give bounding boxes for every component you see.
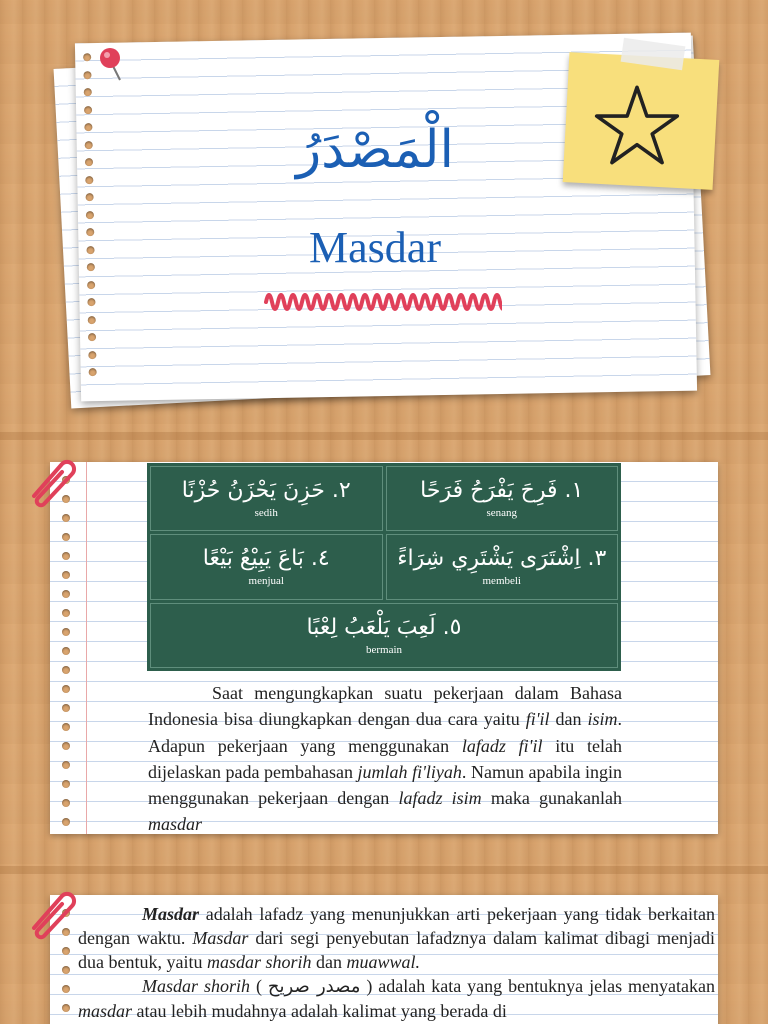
binder-hole: [88, 351, 96, 359]
binder-hole: [88, 316, 96, 324]
binder-hole: [88, 333, 96, 341]
binder-hole: [62, 552, 70, 560]
binder-hole: [86, 228, 94, 236]
binder-hole: [62, 818, 70, 826]
binder-hole: [85, 141, 93, 149]
binder-hole: [62, 609, 70, 617]
binder-hole: [62, 647, 70, 655]
text-run: ) adalah kata yang bentuknya jelas menyatakan: [360, 976, 715, 996]
vocab-cell: [386, 466, 619, 531]
term-italic: lafadz isim: [398, 788, 482, 809]
vocab-meaning: bermain: [365, 643, 403, 656]
explanation-paragraph: [148, 680, 622, 838]
vocab-meaning: membeli: [482, 575, 521, 588]
binder-hole: [89, 368, 97, 376]
text-run: . Adapun pekerjaan yang menggunakan: [148, 709, 622, 756]
binder-hole: [86, 246, 94, 254]
term-italic: Masdar: [192, 928, 249, 948]
vocab-meaning: senang: [486, 507, 518, 520]
term-italic: jumlah fi'liyah: [357, 761, 462, 782]
text-run: dan: [311, 952, 347, 972]
binder-hole: [62, 780, 70, 788]
binder-hole: [62, 533, 70, 541]
binder-hole: [62, 761, 70, 769]
vocab-meaning: sedih: [254, 507, 278, 520]
text-run: maka gunakanlah: [481, 788, 622, 809]
term-italic: muawwal.: [346, 952, 421, 972]
binder-hole: [85, 176, 93, 184]
title-latin: Masdar: [309, 223, 441, 272]
vocab-cell: [386, 534, 619, 599]
text-run: . Namun apabila ingin menggunakan pekerjaan dengan: [148, 761, 622, 809]
binder-hole: [62, 799, 70, 807]
text-run: Saat mengungkapkan suatu pekerjaan dalam Bahasa Indonesia bisa diungkapkan dengan dua cara yaitu: [148, 683, 622, 730]
binder-hole: [62, 966, 70, 974]
binder-hole: [86, 193, 94, 201]
binder-hole: [86, 211, 94, 219]
term-bold-italic: Masdar: [142, 904, 200, 924]
binder-hole: [62, 685, 70, 693]
binder-hole: [62, 985, 70, 993]
text-run: (: [249, 976, 268, 996]
term-italic: lafadz fi'il: [461, 735, 543, 756]
star-icon: [592, 82, 682, 168]
binder-hole: [62, 1004, 70, 1012]
binder-hole: [62, 590, 70, 598]
binder-hole: [87, 263, 95, 271]
definition-paragraph: [78, 902, 715, 1023]
text-run: dan: [549, 709, 588, 730]
term-italic: fi'il: [525, 709, 550, 730]
squiggle-underline: [262, 280, 502, 316]
binder-hole: [62, 628, 70, 636]
binder-hole: [83, 71, 91, 79]
term-italic: isim: [587, 709, 618, 730]
term-italic: Masdar shorih: [142, 976, 250, 996]
binder-holes: [83, 53, 101, 393]
text-run: adalah lafadz yang menunjukkan arti pekerjaan yang tidak berkaitan dengan waktu.: [78, 904, 715, 948]
vocab-cell: [150, 603, 618, 668]
text-run: atau lebih mudahnya adalah kalimat yang berada di: [132, 1001, 507, 1021]
vocab-arabic: ٥. لَعِبَ يَلْعَبُ لِعْبًا: [306, 614, 462, 640]
text-run: itu telah dijelaskan pada pembahasan: [148, 735, 622, 782]
arabic-term: مصدر صريح: [267, 976, 361, 997]
margin-line: [86, 462, 87, 834]
vocabulary-table: [147, 463, 621, 671]
vocab-arabic: ٣. اِشْتَرَى يَشْتَرِي شِرَاءً: [397, 546, 607, 572]
vocab-arabic: ٢. حَزِنَ يَحْزَنُ حُزْنًا: [181, 478, 351, 504]
term-italic: masdar shorih: [206, 952, 312, 972]
binder-hole: [62, 742, 70, 750]
binder-holes: [62, 476, 70, 837]
binder-hole: [62, 723, 70, 731]
paperclip-icon: [22, 884, 78, 940]
pushpin-icon: [98, 46, 126, 86]
text-run: dari segi penyebutan lafadznya dalam kalimat dibagi menjadi dua bentuk, yaitu: [78, 928, 715, 972]
binder-hole: [87, 281, 95, 289]
term-italic: masdar: [78, 1001, 133, 1021]
title-arabic: الْمَصْدَرُ: [296, 120, 454, 180]
binder-hole: [62, 514, 70, 522]
vocab-cell: [150, 466, 383, 531]
binder-hole: [62, 666, 70, 674]
binder-hole: [87, 298, 95, 306]
vocab-arabic: ٤. بَاعَ يَبِيْعُ بَيْعًا: [202, 546, 330, 572]
binder-hole: [84, 106, 92, 114]
binder-hole: [62, 947, 70, 955]
binder-hole: [84, 88, 92, 96]
slide-divider: [0, 866, 768, 874]
binder-hole: [62, 704, 70, 712]
binder-hole: [84, 123, 92, 131]
slide-divider: [0, 432, 768, 440]
paperclip-icon: [22, 452, 78, 508]
binder-hole: [62, 571, 70, 579]
binder-hole: [85, 158, 93, 166]
vocab-meaning: menjual: [248, 575, 284, 588]
term-italic: masdar: [148, 814, 203, 835]
binder-hole: [83, 53, 91, 61]
vocab-cell: [150, 534, 383, 599]
vocab-arabic: ١. فَرِحَ يَفْرَحُ فَرَحًا: [420, 478, 584, 504]
